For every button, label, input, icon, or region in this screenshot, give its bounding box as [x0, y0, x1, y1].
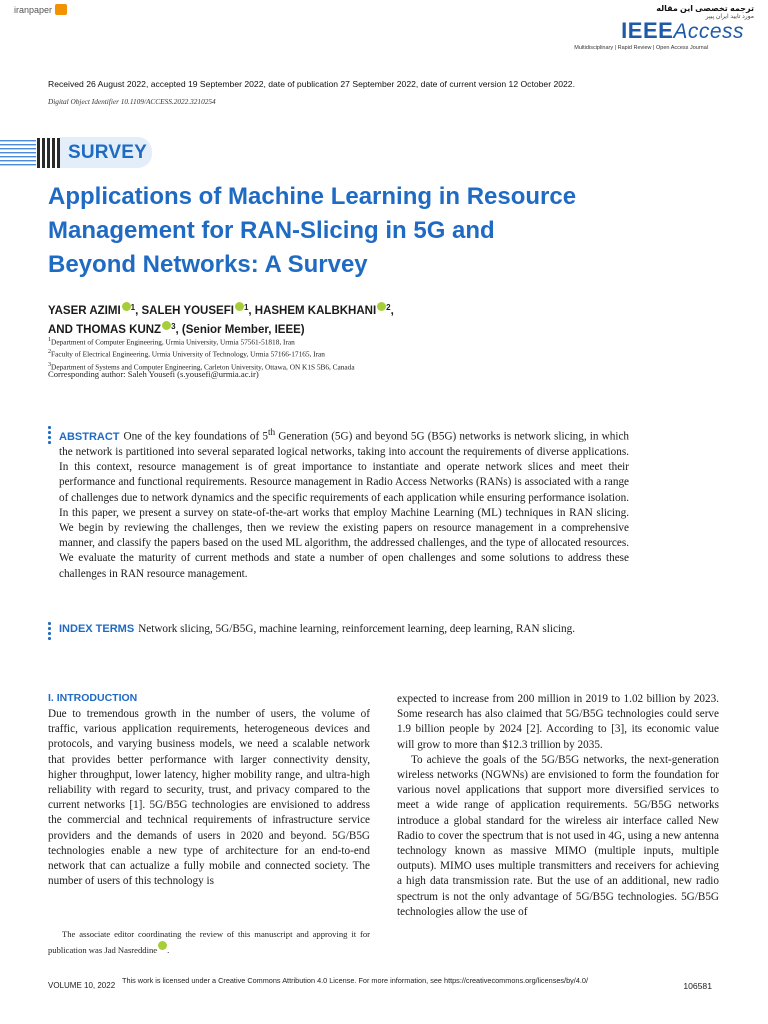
page-number: 106581 [683, 981, 712, 991]
corresponding-author: Corresponding author: Saleh Yousefi (s.yousefi@urmia.ac.ir) [48, 369, 259, 379]
license-note: This work is licensed under a Creative Commons Attribution 4.0 License. For more information, see https://creativecommons.org/licenses/by/4.0/ [122, 976, 588, 985]
paragraph: To achieve the goals of the 5G/B5G networks, the next-generation wireless networks (NGWNs) are envisioned to form the foundation for various novel applications that support more diversified services to meet a wide range of application requirements. 5G/B5G networks introduce a global standard for the wireless air interface called New Radio to cover the spectrum that is not used in 4G, using a new antenna technology known as massive MIMO (multiple inputs, multiple outputs). MIMO uses multiple transmitters and receivers for achieving a high data transmission rate. But the use of an additional, new radio spectrum is not the only advantage of 5G/B5G technologies. 5G/B5G technologies allow the use of [397, 753, 719, 918]
affiliations [48, 335, 355, 372]
affiliation-text: Department of Computer Engineering, Urmia University, Urmia 57561-51818, Iran [51, 337, 295, 347]
index-terms-heading: INDEX TERMS [59, 623, 135, 635]
author-list [48, 300, 748, 338]
orcid-icon[interactable] [162, 321, 171, 330]
survey-label: SURVEY [68, 141, 147, 163]
abstract-text-start: One of the key foundations of 5 [123, 430, 268, 443]
orcid-icon[interactable] [235, 302, 244, 311]
title-line: Beyond Networks: A Survey [48, 251, 368, 278]
paper-title [48, 180, 608, 282]
author-name: YASER AZIMI [48, 305, 121, 317]
iranpaper-watermark-text: iranpaper [14, 4, 53, 15]
abstract-dot-rail [48, 426, 51, 446]
title-line: Applications of Machine Learning in Resource [48, 183, 577, 210]
affiliation-number: 1 [48, 337, 52, 343]
author-membership: , (Senior Member, IEEE) [175, 324, 305, 336]
index-dot-rail [48, 622, 51, 642]
abstract [59, 426, 629, 582]
affiliation-text: Department of Systems and Computer Engineering, Carleton University, Ottawa, ON K1S 5B6, Canada [51, 362, 355, 372]
left-column-text: Due to tremendous growth in the number of users, the volume of traffic, various application requirements, heterogeneous devices and protocols, and varying business models, we need a scalable network that provides better performance with larger connectivity density, higher throughput, lower latency, higher mobility range, and ultra-high reliability with regard to security, trust, and privacy compared to the current networks [1]. 5G/B5G technologies are envisioned to address the commercial and technical requirements of infrastructure service providers and the demands of users in 2020 and beyond. 5G/B5G technologies enable a new type of architecture for an end-to-end network that can actualize a fully mobile and connected society. The number of users of this technology is [48, 708, 370, 888]
right-column [397, 692, 719, 920]
author-name: , SALEH YOUSEFI [135, 305, 234, 317]
footnote-text: The associate editor coordinating the review of this manuscript and approving it for publication was Jad Nasreddine [48, 929, 370, 955]
abstract-heading: ABSTRACT [59, 430, 120, 443]
received-dates: Received 26 August 2022, accepted 19 September 2022, date of publication 27 September 2022, date of current version 12 October 2022. [48, 79, 575, 89]
ieee-word: IEEE [621, 18, 674, 43]
doi-line: Digital Object Identifier 10.1109/ACCESS.2022.3210254 [48, 97, 216, 106]
banner-bars-icon [37, 138, 61, 168]
index-terms-text: Network slicing, 5G/B5G, machine learning, reinforcement learning, deep learning, RAN slicing. [138, 623, 575, 635]
iranpaper-watermark [14, 4, 67, 15]
iranpaper-logo-icon [55, 4, 67, 15]
abstract-superscript: th [267, 428, 276, 438]
author-name: , HASHEM KALBKHANI [248, 305, 377, 317]
index-terms [59, 622, 629, 637]
survey-banner [60, 137, 152, 168]
volume-label: VOLUME 10, 2022 [48, 981, 116, 990]
journal-tagline: Multidisciplinary | Rapid Review | Open Access Journal [574, 45, 708, 51]
affiliation-mark: 1 [243, 303, 249, 312]
author-separator: , [390, 305, 394, 317]
affiliation-number: 2 [48, 349, 52, 356]
banner-stripes-icon [0, 138, 36, 168]
affiliation-text: Faculty of Electrical Engineering, Urmia University of Technology, Urmia 57166-17165, Iran [51, 349, 325, 359]
affiliation-mark: 3 [171, 322, 176, 331]
affiliation-mark: 1 [130, 303, 136, 312]
orcid-icon[interactable] [122, 302, 131, 311]
title-line: Management for RAN-Slicing in 5G and [48, 217, 495, 244]
affiliation-item [48, 335, 355, 347]
author-name: AND THOMAS KUNZ [48, 324, 162, 336]
abstract-text: Generation (5G) and beyond 5G (B5G) networks is network slicing, in which the network is partitioned into several separated logical networks, taking into account the requirements of diverse applications. In this context, resource management is of great importance to instantiate and operate network slices and meet their performance and functional requirements. Resource management in Radio Access Networks (RANs) is associated with a range of challenges due to network dynamics and the specific requirements of each application while ensuring performance isolation. In this paper, we present a survey on state-of-the-art works that employ Machine Learning (ML) techniques in RAN slicing. We begin by reviewing the challenges, then we review the existing papers on resource management in a comprehensive manner, and classify the papers based on the used ML algorithm, the addressed challenges, and the type of allocated resources. We evaluate the maturity of current methods and state a number of open challenges and some solutions to address these challenges in RAN resource management. [59, 430, 630, 580]
affiliation-item [48, 347, 355, 359]
affiliation-mark: 2 [386, 303, 391, 312]
editor-footnote: The associate editor coordinating the review of this manuscript and approving it for publication was Jad Nasreddine . [48, 929, 370, 955]
access-word: Access [673, 20, 744, 43]
orcid-icon[interactable] [377, 302, 386, 311]
orcid-icon[interactable] [158, 941, 167, 950]
ieee-access-logo [621, 18, 744, 44]
affiliation-number: 3 [48, 361, 52, 368]
paragraph: expected to increase from 200 million in 2019 to 1.02 billion by 2023. Some research has also claimed that 5G/B5G technologies could serve 1.9 billion people by 2024 [2]. According to [3], its economic value will grow to more than $12.3 trillion by 2035. [397, 693, 719, 751]
section-heading: I. INTRODUCTION [48, 692, 138, 704]
watermark-line-2: مورد تایید ایران پیپر [705, 14, 754, 20]
watermark-line-1: ترجمه تخصصی این مقاله [656, 4, 754, 13]
